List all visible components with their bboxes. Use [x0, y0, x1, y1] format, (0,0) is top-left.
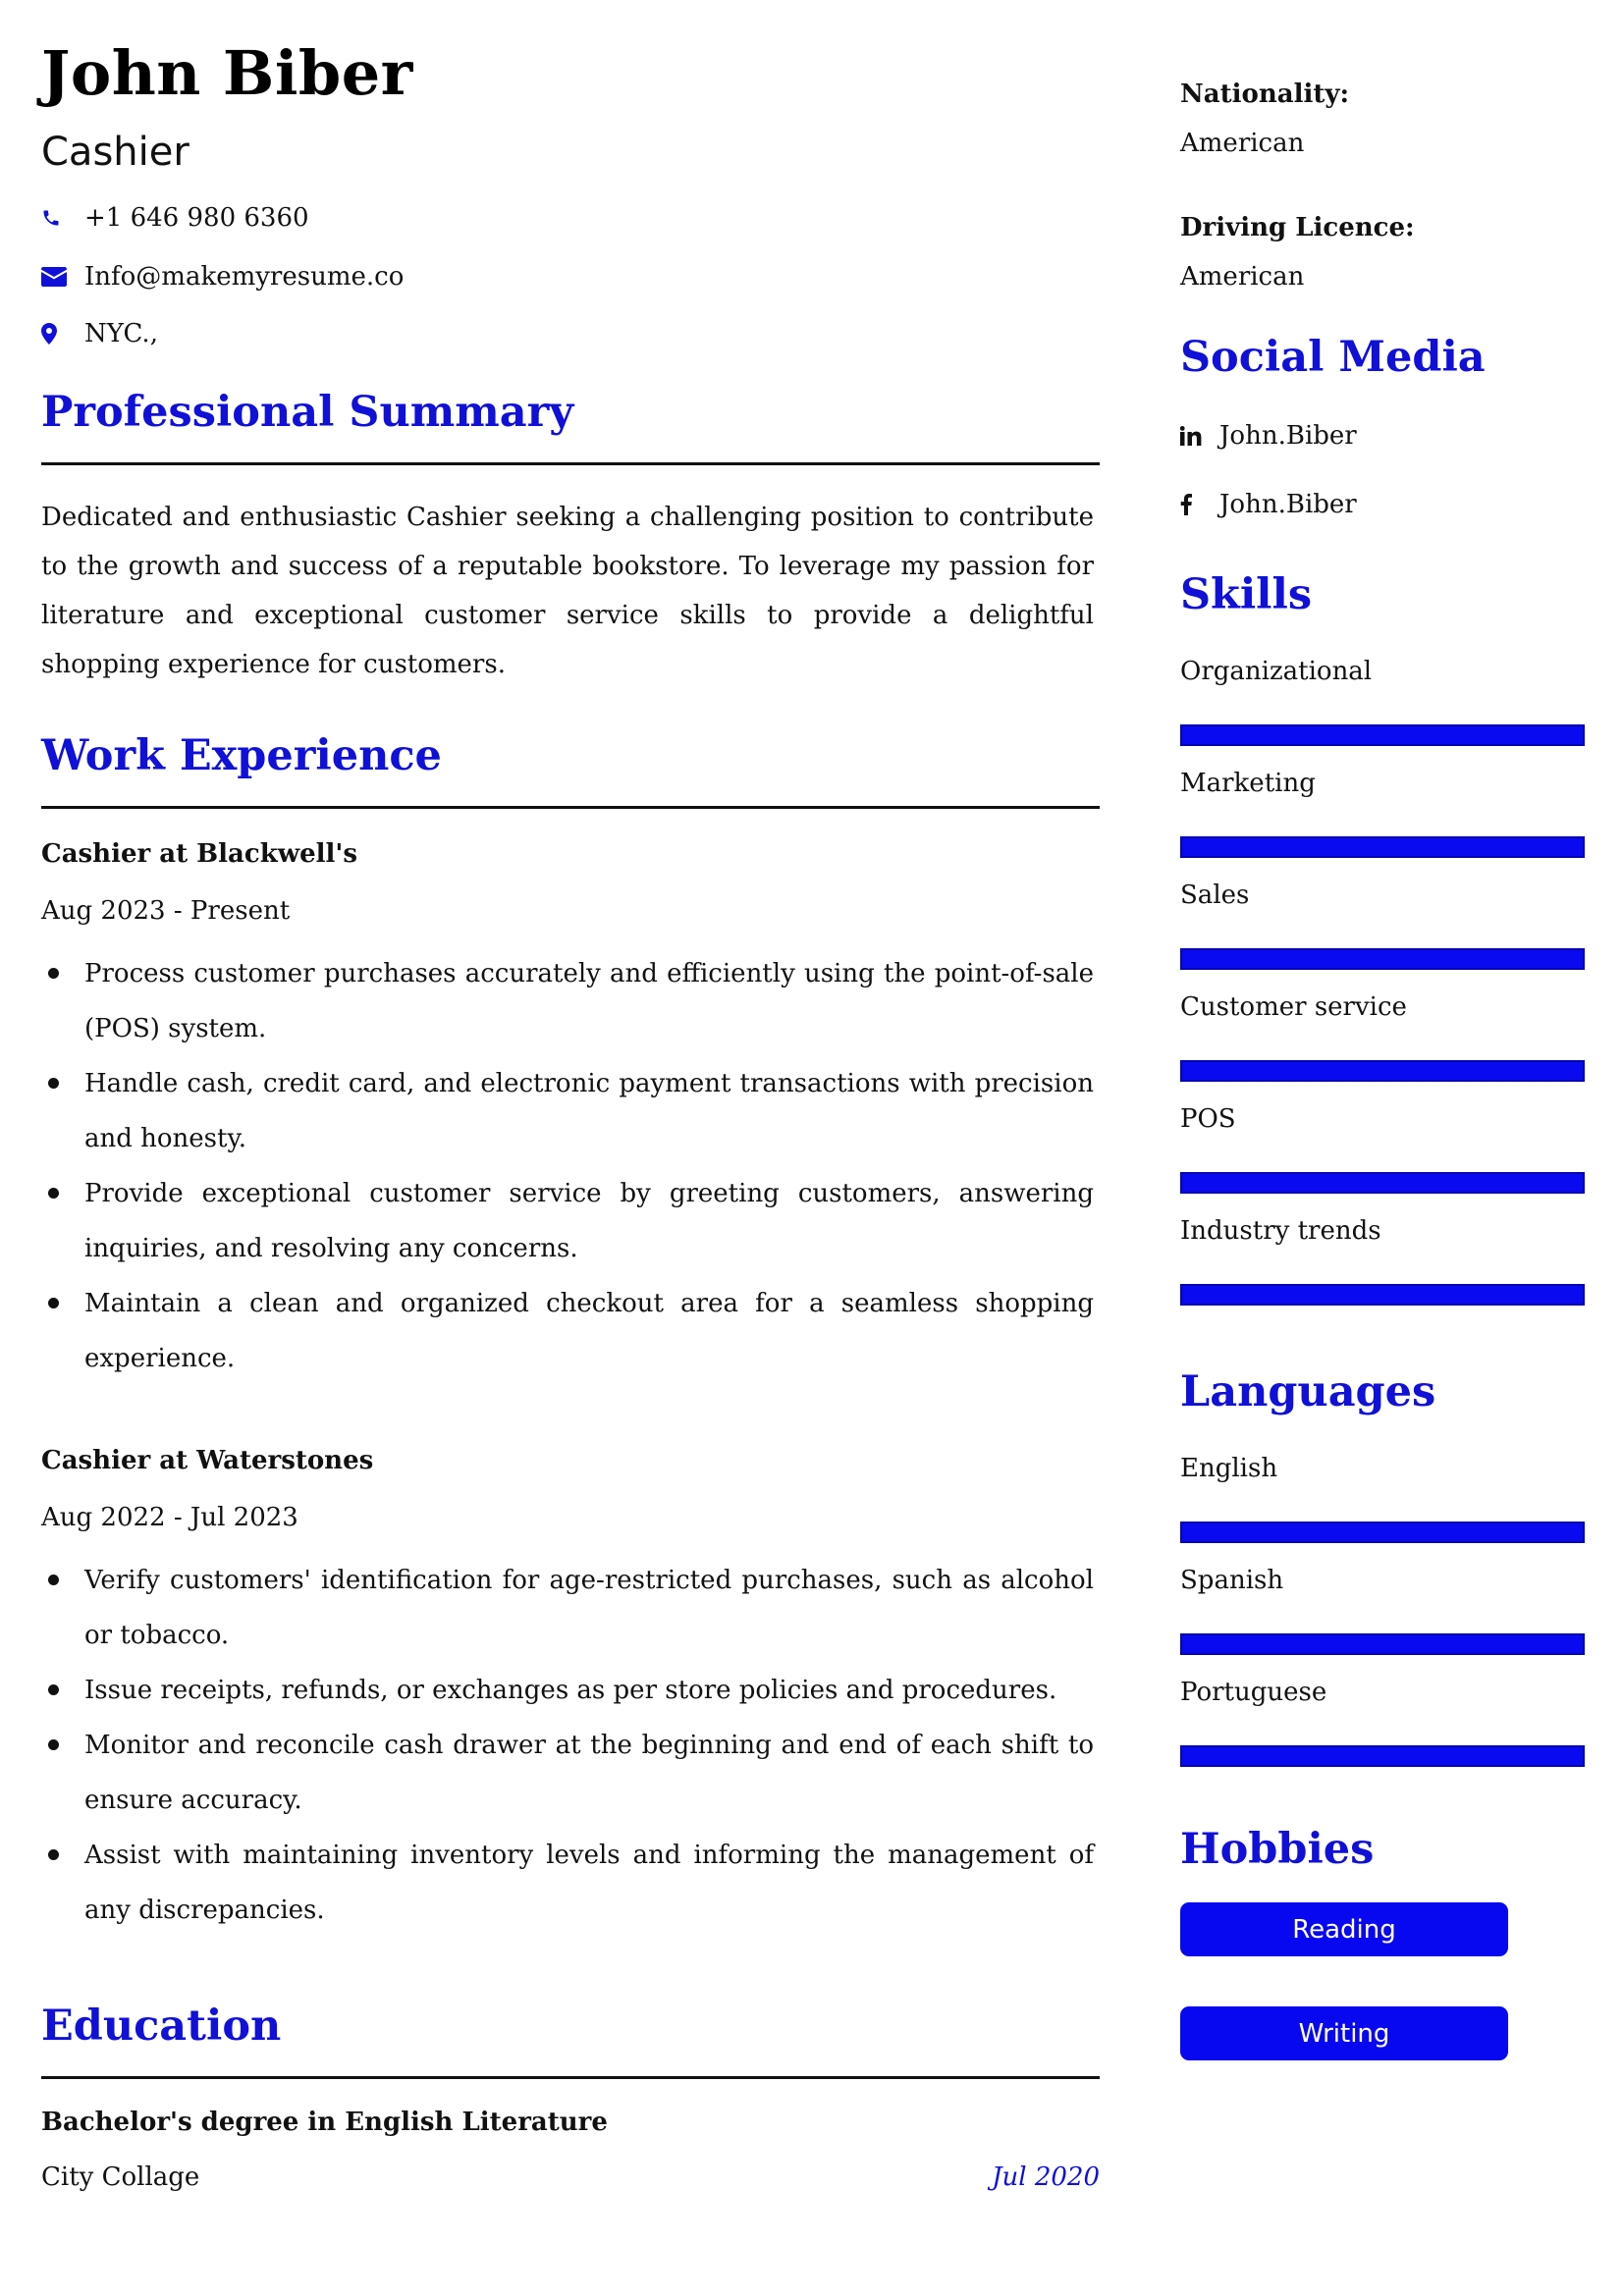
linkedin-icon: [1180, 426, 1206, 446]
summary-text: Dedicated and enthusiastic Cashier seeking a challenging position to contribute to the growth and success of a reputable bookstore. To leverage my passion for literature and exceptional customer service skills to provide a delightful shopping experience for customers.: [41, 503, 1094, 679]
skill-bar: [1180, 948, 1585, 970]
language-bar: [1180, 1522, 1585, 1543]
job-bullet: Monitor and reconcile cash drawer at the beginning and end of each shift to ensure accuracy.: [41, 1718, 1094, 1828]
skill-bar: [1180, 836, 1585, 858]
skill-item: [1180, 878, 1585, 970]
social-linkedin[interactable]: [1180, 418, 1585, 454]
job-bullet: Process customer purchases accurately and efficiently using the point-of-sale (POS) system.: [41, 946, 1094, 1056]
social-label: John.Biber: [1219, 421, 1357, 451]
candidate-name: John Biber: [41, 37, 413, 109]
summary-divider: [41, 462, 1100, 465]
licence-value: American: [1180, 262, 1305, 292]
candidate-role: Cashier: [41, 130, 189, 175]
facebook-icon: [1180, 494, 1206, 515]
skill-label: Sales: [1180, 881, 1250, 910]
work-divider: [41, 806, 1100, 809]
social-facebook[interactable]: [1180, 487, 1585, 522]
job-bullet: Assist with maintaining inventory levels and informing the management of any discrepancies.: [41, 1828, 1094, 1938]
skills-heading: Skills: [1180, 570, 1313, 619]
skill-bar: [1180, 724, 1585, 746]
language-label: Portuguese: [1180, 1678, 1327, 1707]
social-label: John.Biber: [1219, 490, 1357, 519]
education-degree: Bachelor's degree in English Literature: [41, 2108, 608, 2137]
education-divider: [41, 2076, 1100, 2079]
job-title: Cashier at Waterstones: [41, 1446, 374, 1475]
job-bullets: [41, 1553, 1102, 1938]
job-bullet: Provide exceptional customer service by greeting customers, answering inquiries, and resolving any concerns.: [41, 1166, 1094, 1276]
job-bullets: [41, 946, 1102, 1386]
languages-list: [1180, 1451, 1585, 1767]
language-label: Spanish: [1180, 1566, 1284, 1595]
job-title: Cashier at Blackwell's: [41, 839, 357, 869]
summary-heading: Professional Summary: [41, 388, 574, 437]
skill-label: Marketing: [1180, 769, 1316, 798]
skill-item: [1180, 1213, 1585, 1306]
skill-label: Organizational: [1180, 657, 1373, 686]
phone-icon: [41, 208, 71, 228]
job-bullet: Handle cash, credit card, and electronic payment transactions with precision and honesty.: [41, 1056, 1094, 1166]
skill-bar: [1180, 1060, 1585, 1082]
skill-item: [1180, 766, 1585, 858]
education-school: City Collage: [41, 2163, 200, 2192]
nationality-label: Nationality:: [1180, 80, 1350, 109]
skill-item: [1180, 654, 1585, 746]
job-dates: Aug 2023 - Present: [41, 896, 291, 926]
skill-label: POS: [1180, 1104, 1236, 1134]
education-row: [41, 2160, 1100, 2195]
language-bar: [1180, 1633, 1585, 1655]
contact-email: [41, 257, 1102, 296]
job-bullet: Verify customers' identification for age-restricted purchases, such as alcohol or tobacco.: [41, 1553, 1094, 1663]
work-heading: Work Experience: [41, 731, 442, 780]
sidebar-column: [1180, 77, 1585, 2060]
hobby-badge-writing: Writing: [1180, 2006, 1508, 2060]
main-column: [41, 35, 1102, 2195]
envelope-icon: [41, 267, 71, 287]
education-heading: Education: [41, 2002, 282, 2051]
skill-item: [1180, 1101, 1585, 1194]
language-item: [1180, 1451, 1585, 1543]
hobbies-heading: Hobbies: [1180, 1825, 1375, 1874]
email-text: Info@makemyresume.co: [84, 262, 405, 292]
languages-heading: Languages: [1180, 1367, 1436, 1416]
hobby-badge-reading: Reading: [1180, 1902, 1508, 1956]
language-label: English: [1180, 1454, 1278, 1483]
job-dates: Aug 2022 - Jul 2023: [41, 1503, 298, 1532]
job-bullet: Issue receipts, refunds, or exchanges as per store policies and procedures.: [41, 1663, 1094, 1718]
job-entry: [41, 836, 1102, 1386]
map-pin-icon: [41, 323, 71, 345]
phone-text: +1 646 980 6360: [84, 203, 309, 233]
skill-label: Industry trends: [1180, 1216, 1381, 1246]
social-heading: Social Media: [1180, 333, 1486, 382]
education-date: Jul 2020: [992, 2163, 1100, 2192]
job-bullet: Maintain a clean and organized checkout area for a seamless shopping experience.: [41, 1276, 1094, 1386]
nationality-value: American: [1180, 129, 1305, 158]
language-item: [1180, 1563, 1585, 1655]
skills-list: [1180, 654, 1585, 1306]
skill-bar: [1180, 1284, 1585, 1306]
language-item: [1180, 1675, 1585, 1767]
language-bar: [1180, 1745, 1585, 1767]
job-entry: [41, 1443, 1102, 1938]
skill-bar: [1180, 1172, 1585, 1194]
skill-label: Customer service: [1180, 992, 1407, 1022]
contact-location: [41, 314, 1102, 353]
licence-label: Driving Licence:: [1180, 213, 1415, 242]
location-text: NYC.,: [84, 319, 158, 348]
contact-phone: [41, 198, 1102, 238]
skill-item: [1180, 989, 1585, 1082]
